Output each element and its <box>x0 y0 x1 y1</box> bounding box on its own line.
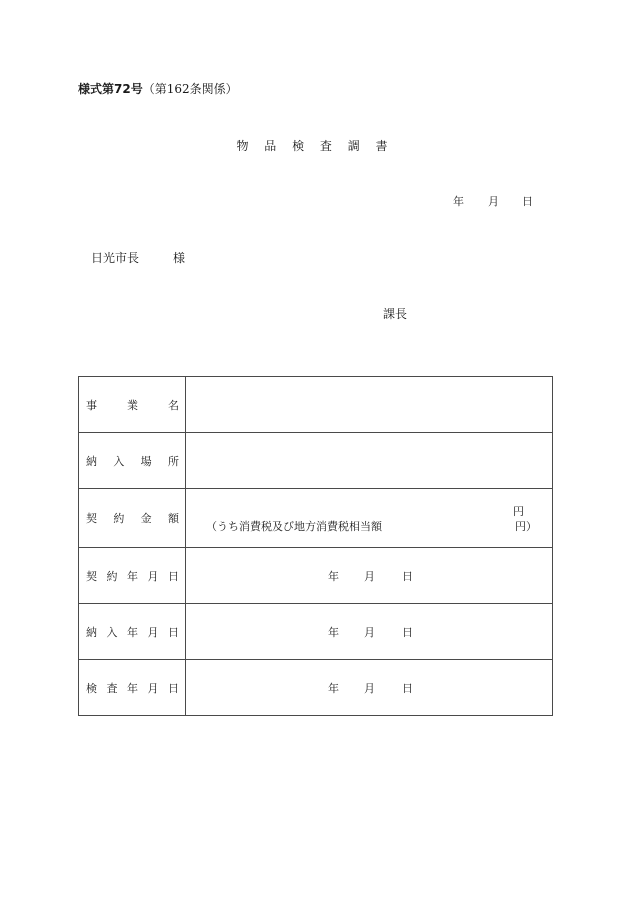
date-day: 日 <box>402 625 413 639</box>
label-char: 約 <box>106 569 118 583</box>
tax-amount-label: （うち消費税及び地方消費税相当額 <box>206 520 382 533</box>
delivery-place-label <box>79 453 185 469</box>
form-number-line <box>78 80 238 97</box>
label-char: 名 <box>168 398 179 412</box>
label-char: 年 <box>127 569 138 583</box>
label-cell <box>79 660 186 716</box>
inspection-date-line <box>186 680 552 696</box>
label-char: 契 <box>86 512 97 525</box>
date-year: 年 <box>328 681 339 695</box>
table-row <box>79 489 553 548</box>
label-cell <box>79 548 186 604</box>
amount-yen: 円 <box>513 505 524 518</box>
label-char: 入 <box>106 625 118 639</box>
label-cell <box>79 377 186 433</box>
table-row <box>79 660 553 716</box>
form-reference: （第162条関係） <box>142 82 238 96</box>
label-char: 場 <box>140 454 152 468</box>
label-cell <box>79 433 186 489</box>
date-month: 月 <box>364 625 375 639</box>
label-char: 日 <box>168 625 179 639</box>
addressee-name: 日光市長 <box>91 251 140 265</box>
table-row <box>79 604 553 660</box>
addressee-honorific: 様 <box>173 251 186 265</box>
label-char: 年 <box>127 625 138 639</box>
delivery-date-line <box>186 624 552 640</box>
addressee <box>91 249 185 266</box>
contract-date-label <box>79 568 185 584</box>
table-row <box>79 377 553 433</box>
date-month: 月 <box>364 681 375 695</box>
inspection-table <box>78 376 553 716</box>
label-char: 日 <box>168 681 179 695</box>
label-char: 業 <box>127 398 138 412</box>
contract-amount-label <box>79 510 185 526</box>
tax-amount-yen: 円） <box>515 520 537 533</box>
project-name-label <box>79 397 185 413</box>
label-char: 所 <box>167 454 179 468</box>
inspection-date-label <box>79 680 185 696</box>
section-chief: 課長 <box>383 307 408 321</box>
amount-box <box>186 489 552 547</box>
label-cell <box>79 604 186 660</box>
header-date-month: 月 <box>488 195 499 208</box>
table-row <box>79 548 553 604</box>
label-char: 納 <box>86 625 97 639</box>
label-char: 日 <box>168 569 179 583</box>
contract-date-line <box>186 568 552 584</box>
delivery-date-label <box>79 624 185 640</box>
delivery-date-field[interactable] <box>186 604 553 660</box>
label-char: 納 <box>86 454 97 468</box>
date-year: 年 <box>328 625 339 639</box>
label-char: 検 <box>86 681 97 695</box>
label-char: 契 <box>86 569 97 583</box>
header-date-year: 年 <box>453 195 464 208</box>
date-year: 年 <box>328 569 339 583</box>
table-row <box>79 433 553 489</box>
date-month: 月 <box>364 569 375 583</box>
project-name-field[interactable] <box>186 377 553 433</box>
delivery-place-field[interactable] <box>186 433 553 489</box>
label-char: 額 <box>167 512 179 525</box>
inspection-date-field[interactable] <box>186 660 553 716</box>
contract-date-field[interactable] <box>186 548 553 604</box>
label-char: 査 <box>106 681 118 695</box>
date-day: 日 <box>402 681 413 695</box>
label-char: 金 <box>140 512 152 525</box>
label-char: 入 <box>113 454 125 468</box>
label-char: 事 <box>86 398 97 412</box>
label-cell <box>79 489 186 548</box>
label-char: 年 <box>127 681 138 695</box>
label-char: 約 <box>113 512 125 525</box>
label-char: 月 <box>147 625 159 639</box>
label-char: 月 <box>147 681 159 695</box>
date-day: 日 <box>402 569 413 583</box>
header-date-day: 日 <box>522 195 533 208</box>
label-char: 月 <box>147 569 159 583</box>
document-title: 物 品 検 査 調 書 <box>236 139 394 153</box>
form-number: 様式第72号 <box>78 82 143 96</box>
contract-amount-field[interactable] <box>186 489 553 548</box>
